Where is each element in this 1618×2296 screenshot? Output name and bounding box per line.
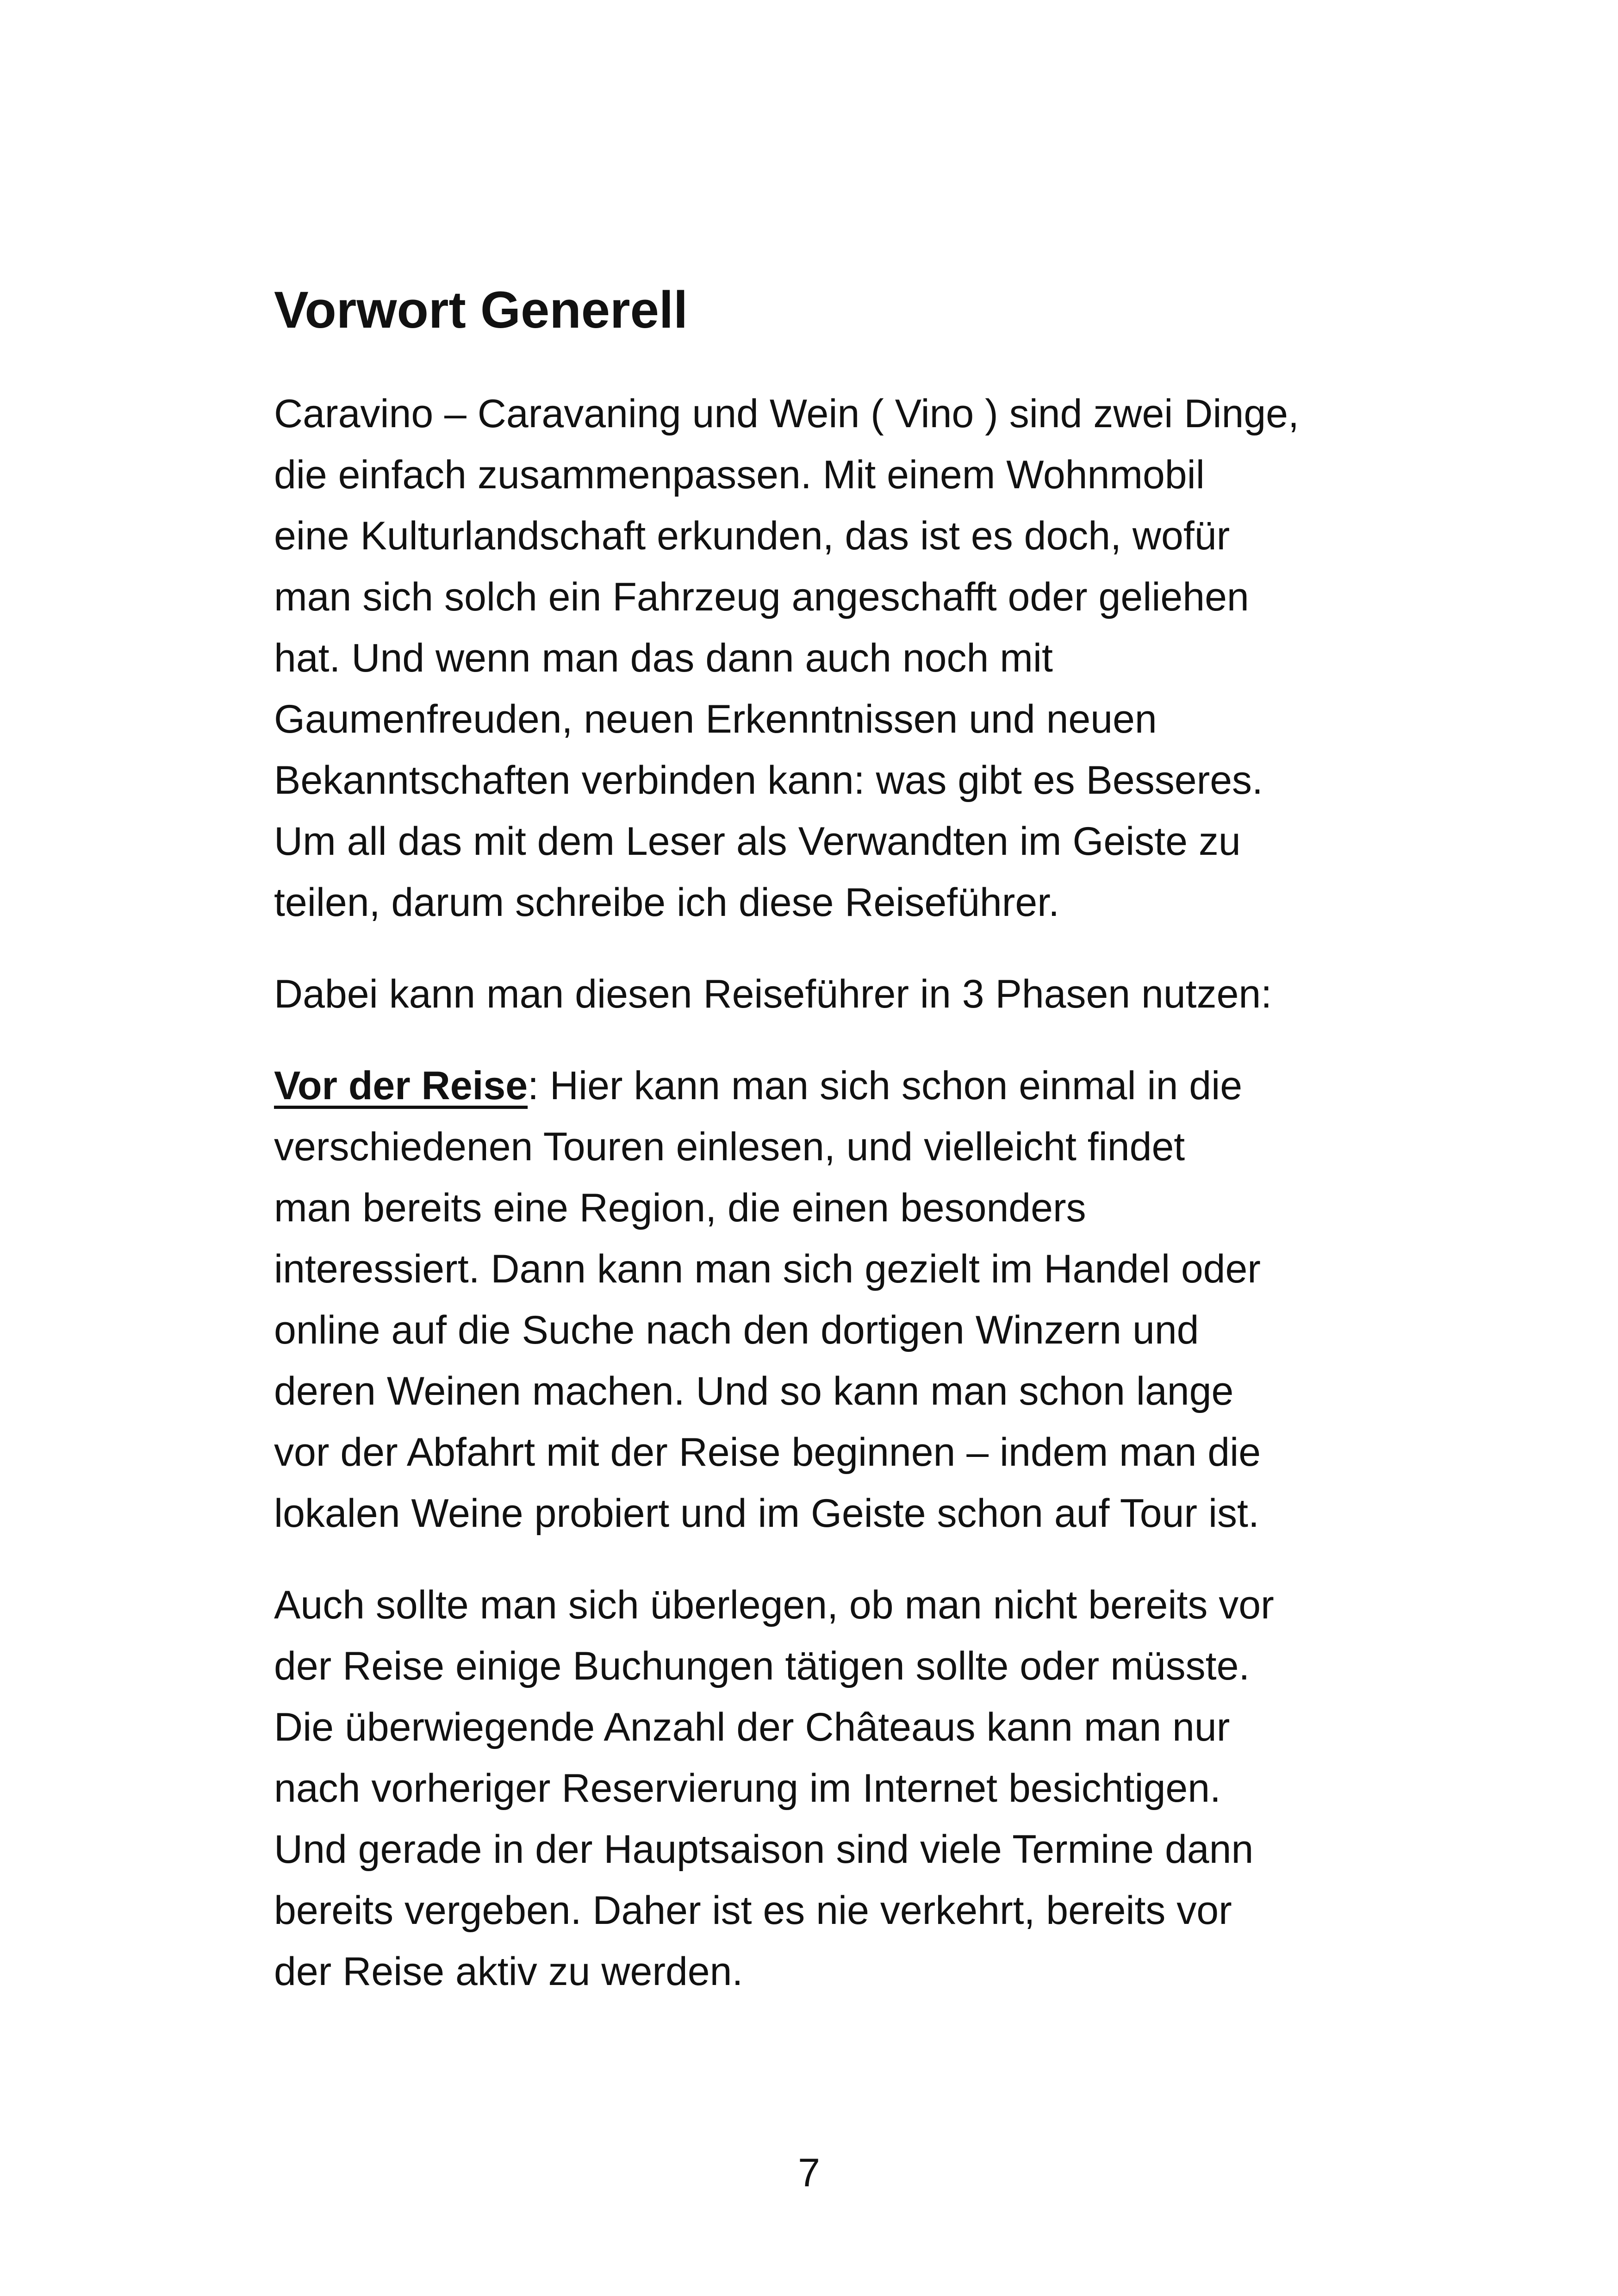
- text-line: eine Kulturlandschaft erkunden, das ist es doch, wofür: [274, 514, 1230, 558]
- paragraph-before-trip: [274, 1055, 1375, 1544]
- text-line: Um all das mit dem Leser als Verwandten im Geiste zu: [274, 819, 1241, 864]
- text-line: Caravino – Caravaning und Wein ( Vino ) sind zwei Dinge,: [274, 392, 1299, 436]
- text-line: Gaumenfreuden, neuen Erkenntnissen und neuen: [274, 697, 1157, 741]
- text-line: Auch sollte man sich überlegen, ob man nicht bereits vor: [274, 1583, 1274, 1627]
- text-line: vor der Abfahrt mit der Reise beginnen – indem man die: [274, 1430, 1261, 1475]
- page-number: 7: [798, 2151, 820, 2195]
- text-line: teilen, darum schreibe ich diese Reiseführer.: [274, 880, 1059, 925]
- page-content: [274, 278, 1375, 2002]
- paragraph-bookings: [274, 1574, 1375, 2002]
- text-line: Und gerade in der Hauptsaison sind viele Termine dann: [274, 1827, 1254, 1872]
- text-line: der Reise aktiv zu werden.: [274, 1949, 743, 1994]
- text-line: man sich solch ein Fahrzeug angeschafft oder geliehen: [274, 575, 1249, 619]
- text-line: lokalen Weine probiert und im Geiste schon auf Tour ist.: [274, 1491, 1259, 1536]
- text-line: interessiert. Dann kann man sich gezielt im Handel oder: [274, 1247, 1261, 1291]
- text-line: deren Weinen machen. Und so kann man schon lange: [274, 1369, 1234, 1413]
- text-fragment: : Hier kann man sich schon einmal in die: [528, 1064, 1243, 1108]
- section-lead-before-trip: Vor der Reise: [274, 1064, 528, 1108]
- text-line: verschiedenen Touren einlesen, und vielleicht findet: [274, 1125, 1185, 1169]
- text-line: online auf die Suche nach den dortigen Winzern und: [274, 1308, 1199, 1352]
- text-line: Bekanntschaften verbinden kann: was gibt es Besseres.: [274, 758, 1263, 803]
- text-line: Die überwiegende Anzahl der Châteaus kann man nur: [274, 1705, 1230, 1749]
- text-line: [274, 1055, 1375, 1116]
- text-line: hat. Und wenn man das dann auch noch mit: [274, 636, 1053, 680]
- text-line: die einfach zusammenpassen. Mit einem Wohnmobil: [274, 453, 1205, 497]
- text-line: nach vorheriger Reservierung im Internet besichtigen.: [274, 1766, 1221, 1811]
- page-heading: Vorwort Generell: [274, 281, 688, 339]
- text-line: bereits vergeben. Daher ist es nie verkehrt, bereits vor: [274, 1888, 1232, 1933]
- paragraph-intro: [274, 383, 1375, 933]
- text-line: Dabei kann man diesen Reiseführer in 3 Phasen nutzen:: [274, 972, 1272, 1016]
- paragraph-phases: [274, 964, 1375, 1025]
- text-line: der Reise einige Buchungen tätigen sollte oder müsste.: [274, 1644, 1250, 1688]
- text-line: man bereits eine Region, die einen besonders: [274, 1186, 1086, 1230]
